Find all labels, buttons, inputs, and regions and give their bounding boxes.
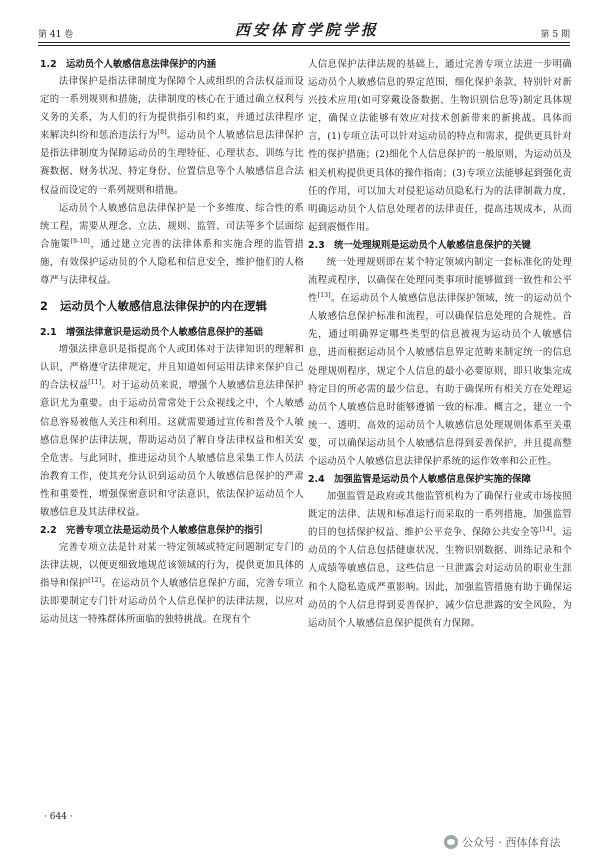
section-title: 增强法律意识是运动员个人敏感信息保护的基础 (66, 327, 263, 339)
citation: [9-10] (70, 237, 90, 245)
paragraph (40, 341, 304, 522)
section-number: 2.3 (308, 239, 325, 251)
section-number: 2.2 (40, 525, 57, 537)
section-number: 2 (40, 299, 49, 314)
paragraph (40, 73, 304, 200)
running-header (38, 18, 570, 40)
citation: [13] (317, 292, 331, 299)
issue-label: 第 5 期 (540, 30, 570, 40)
section-number: 1.2 (40, 59, 57, 70)
paragraph-text: 。在运动员个人敏感信息法律保护领域，统一的运动员个人敏感信息保护标准和流程，可以确保信息处理的合规性。首先，通过明确界定哪些类型的信息被视为运动员个人敏感信息，进而根据运动员个人敏感信息界定范畴来制定统一的信息处理规则程序，规定个人信息的最小必要原则，即只收集完成特定目的所必需的最少信息，有助于确保所有相关方在处理运动员个人敏感信息时能够遵循一致的标准。概言之，建立一个统一、透明、高效的运动员个人敏感信息处理规则体系至关重要，可以确保运动员个人敏感信息得到妥善保护，并且提高整个运动员个人敏感信息法律保护系统的运作效率和公正性。 (308, 293, 572, 467)
page-number: · 644 · (44, 812, 73, 822)
paragraph-text: 运动员个人敏感信息法律保护是一个多维度、综合性的系统工程，需要从理念、立法、规则、监管、司法等多个层面综合施策 (40, 202, 304, 250)
watermark-text: 公众号 · 西体体育法 (462, 836, 561, 849)
paragraph-text: 统一处理规则即在某个特定领域内制定一套标准化的处理流程或程序，以确保在处理同类事项时能够做到一致性和公平性 (308, 256, 572, 305)
paragraph: 人信息保护法律法规的基础上，通过完善专项立法进一步明确运动员个人敏感信息的界定范围，细化保护条款，特别针对新兴技术应用(如可穿戴设备数据、生物识别信息等)制定具体规定，确保立法能够有效应对技术创新带来的新挑战。具体而言，(1)专项立法可以针对运动员的特点和需求，提供更具针对性的保护措施；(2)细化个人信息保护的一般原则，为运动员及相关机构提供更具体的操作指南；(3)专项立法能够起到强化责任的作用，可以加大对侵犯运动员隐私行为的法律制裁力度，明确运动员个人信息处理者的法律责任，提高违规成本，从而起到震慑作用。 (308, 59, 572, 233)
paragraph-text: 加强监管是政府或其他监管机构为了确保行业或市场按照既定的法律、法规和标准运行而采取的一系列措施，加强监管的目的包括保护权益、维护公平竞争、保障公共安全等 (308, 491, 572, 539)
section-title: 完善专项立法是运动员个人敏感信息保护的指引 (66, 525, 263, 537)
left-column (40, 56, 304, 630)
section-2-heading (40, 297, 304, 316)
wechat-icon (444, 835, 458, 849)
section-2-1-heading (40, 324, 304, 341)
paragraph-text: 增强法律意识是指提高个人或团体对于法律知识的理解和认识，严格遵守法律规定，并且知道如何运用法律来保护自己的合法权益 (40, 344, 304, 392)
section-title: 运动员个人敏感信息法律保护的内在逻辑 (60, 299, 267, 314)
right-column (308, 56, 572, 633)
section-1-2-heading (40, 56, 304, 73)
paragraph (40, 200, 304, 290)
paragraph (308, 254, 572, 471)
paragraph (308, 488, 572, 633)
citation: [12] (88, 577, 102, 585)
citation: [8] (157, 129, 167, 137)
paragraph-text: 法律保护是指法律制度为保障个人或组织的合法权益而设定的一系列规则和措施，法律制度的核心在于通过确立权利与义务的关系，为人们的行为提供指引和约束，并通过法律程序来解决纠纷和惩治违法行为 (40, 76, 304, 142)
section-2-4-heading (308, 471, 572, 488)
volume-label: 第 41 卷 (38, 30, 74, 40)
header-rule-thin (38, 45, 570, 46)
section-number: 2.4 (308, 474, 325, 486)
paragraph-text: 。在运动员个人敏感信息保护方面，完善专项立法即要制定专门针对运动员个人信息保护的法律法规，以应对运动员这一特殊群体所面临的独特挑战。在现有个 (40, 578, 304, 626)
journal-title: 西安体育学院学报 (234, 21, 379, 39)
paragraph (40, 539, 304, 629)
paragraph-text: ，通过建立完善的法律体系和实施合理的监管措施，有效保护运动员的个人隐私和信息安全，维护他们的人格尊严与法律权益。 (40, 238, 304, 287)
section-number: 2.1 (40, 327, 57, 339)
section-title: 统一处理规则是运动员个人敏感信息保护的关键 (334, 239, 531, 251)
section-title: 运动员个人敏感信息法律保护的内涵 (66, 59, 217, 70)
citation: [14] (539, 526, 553, 534)
header-rule-thick (38, 42, 570, 43)
paragraph-text: 完善专项立法是针对某一特定领域或特定问题制定专门的法律法规，以便更细致地规范该领域的行为，提供更加具体的指导和保护 (40, 542, 304, 590)
paragraph-text: 。运动员个人敏感信息法律保护是指法律制度为保障运动员的生理特征、心理状态、训练与比赛数据、财务状况、特定身份、位置信息等个人敏感信息合法权益而设定的一系列规则和措施。 (40, 130, 304, 196)
paragraph-text: 。运动员的个人信息包括健康状况、生物识别数据、训练记录和个人成绩等敏感信息，这些信息一旦泄露会对运动员的职业生涯和个人隐私造成严重影响。因此，加强监管措施有助于确保运动员的个人信息得到妥善保护，减少信息泄露的安全风险，为运动员个人敏感信息保护提供有力保障。 (308, 527, 572, 629)
paragraph-text: 。对于运动员来说，增强个人敏感信息法律保护意识尤为重要。由于运动员常常处于公众视线之中，个人敏感信息容易被他人关注和利用。这就需要通过宣传和普及个人敏感信息保护法律法规，帮助运动员了解自身法律权益和相关安全危害。与此同时，推进运动员个人敏感信息采集工作人员法治教育工作，使其充分认识到运动员个人敏感信息保护的严肃性和重要性，增强保密意识和守法意识，依法保护运动员个人敏感信息及其法律权益。 (40, 380, 304, 518)
citation: [11] (88, 379, 102, 387)
section-2-3-heading (308, 237, 572, 254)
watermark (444, 834, 561, 850)
section-title: 加强监管是运动员个人敏感信息保护实施的保障 (334, 474, 531, 486)
section-2-2-heading (40, 522, 304, 539)
